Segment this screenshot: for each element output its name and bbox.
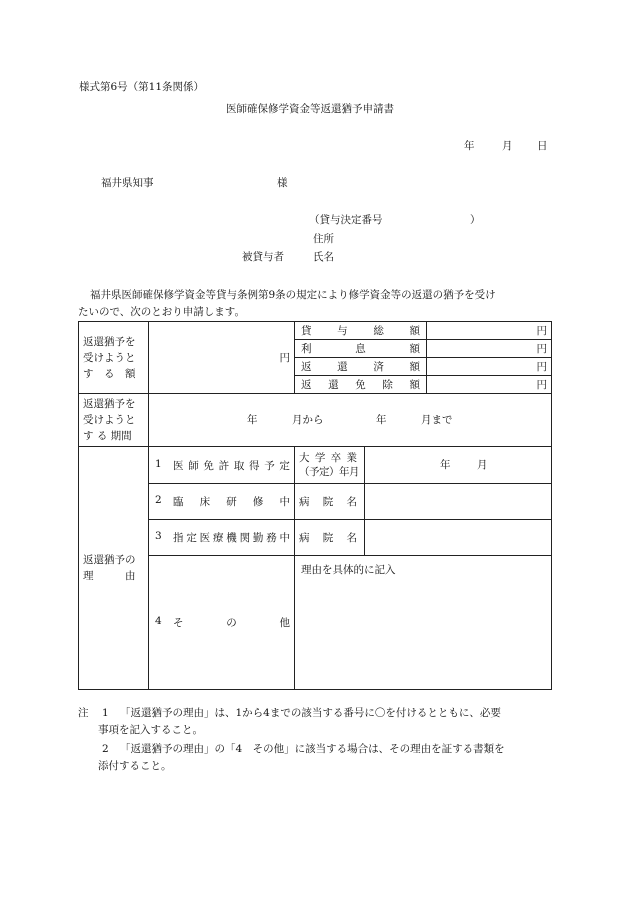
- name-label: 氏名: [313, 251, 334, 263]
- amount-value-cell[interactable]: [149, 322, 295, 394]
- reason-detail-cell[interactable]: [295, 556, 552, 690]
- period-label-cell: [79, 394, 149, 447]
- amount-item-label: 利 息 額: [295, 340, 427, 358]
- hospital-name-input[interactable]: [365, 520, 552, 556]
- period-end-month: 月まで: [421, 414, 453, 426]
- reason-number: 2: [155, 494, 162, 506]
- period-label-line: 返還猶予を: [83, 398, 136, 410]
- reason-detail-hint: 理由を具体的に記入: [301, 564, 396, 576]
- amount-label-line: す る 額: [83, 367, 136, 380]
- addressee-honorific: 様: [277, 177, 288, 189]
- reason-row-1: [79, 447, 552, 484]
- reason-1-cell[interactable]: 1 医 師 免 許 取 得 予 定: [149, 447, 295, 484]
- reason-number: 3: [155, 530, 162, 542]
- note-1-line-1: 「返還猶予の理由」は、1から4までの該当する番号に〇を付けるとともに、必要: [120, 707, 501, 719]
- char: 与: [337, 325, 348, 337]
- yen-unit: 円: [536, 379, 547, 391]
- char: 貸: [301, 325, 312, 337]
- reason-label-line: 返還猶予の: [83, 554, 136, 566]
- amount-label-line: 受けようと: [83, 351, 136, 364]
- amount-item-label: [295, 322, 427, 340]
- amount-item-label: 返 還 免 除 額: [295, 376, 427, 394]
- period-end-year: 年: [376, 414, 387, 426]
- reason-number: 1: [155, 457, 162, 470]
- amount-item-value[interactable]: [427, 358, 552, 376]
- period-start-month: 月から: [292, 414, 324, 426]
- graduation-month: 月: [477, 459, 488, 471]
- intro-line-2: たいので、次のとおり申請します。: [78, 306, 245, 318]
- amount-yen-unit: 円: [279, 352, 290, 364]
- amount-item-value[interactable]: [427, 322, 552, 340]
- amount-label-line: 返還猶予を: [83, 335, 136, 348]
- graduation-label-line-2: （予定）年月: [299, 466, 359, 478]
- period-start-year: 年: [247, 414, 258, 426]
- reason-3-cell[interactable]: 3 指 定 医 療 機 関 勤 務 中: [149, 520, 295, 556]
- yen-unit: 円: [536, 361, 547, 373]
- note-number-2: 2: [102, 743, 109, 755]
- amount-item-label: 返 還 済 額: [295, 358, 427, 376]
- address-label: 住所: [313, 233, 334, 245]
- loan-number-label: （貸与決定番号: [309, 214, 383, 226]
- reason-2-cell[interactable]: 2 臨 床 研 修 中: [149, 484, 295, 520]
- yen-unit: 円: [536, 343, 547, 355]
- date-day-label: 日: [537, 140, 548, 152]
- graduation-year: 年: [440, 459, 451, 471]
- period-label-line: 受けようと: [83, 414, 136, 426]
- note-number-1: 1: [102, 707, 109, 719]
- reason-4-cell[interactable]: 4 そ の 他: [149, 556, 295, 690]
- hospital-label-cell: 病 院 名: [295, 484, 365, 520]
- char: 額: [409, 325, 420, 337]
- amount-row: [79, 322, 552, 340]
- reason-row-3: [79, 520, 552, 556]
- form-number: 様式第6号（第11条関係）: [79, 81, 205, 93]
- reason-label-cell: [79, 447, 149, 690]
- amount-label-cell: [79, 322, 149, 394]
- loan-number-close: ）: [470, 214, 481, 226]
- note-1-line-2: 事項を記入すること。: [98, 724, 203, 736]
- amount-item-value[interactable]: [427, 340, 552, 358]
- application-table: [78, 321, 552, 690]
- note-2-line-1: 「返還猶予の理由」の「4 その他」に該当する場合は、その理由を証する書類を: [120, 743, 505, 755]
- reason-row-2: [79, 484, 552, 520]
- date-year-label: 年: [464, 140, 475, 152]
- char: 総: [373, 325, 384, 337]
- reason-row-4: [79, 556, 552, 690]
- hospital-label-cell: 病 院 名: [295, 520, 365, 556]
- note-prefix: 注: [78, 707, 89, 719]
- graduation-label-cell: 大 学 卒 業 （予定）年月: [295, 447, 365, 484]
- graduation-date-cell[interactable]: [365, 447, 552, 484]
- borrower-label: 被貸与者: [242, 251, 284, 263]
- date-month-label: 月: [502, 140, 513, 152]
- period-row: [79, 394, 552, 447]
- form-title: 医師確保修学資金等返還猶予申請書: [226, 103, 394, 115]
- hospital-name-input[interactable]: [365, 484, 552, 520]
- yen-unit: 円: [536, 325, 547, 337]
- note-2-line-2: 添付すること。: [98, 760, 172, 772]
- period-value-cell[interactable]: [149, 394, 552, 447]
- amount-item-value[interactable]: [427, 376, 552, 394]
- addressee-name: 福井県知事: [101, 177, 154, 189]
- reason-number: 4: [155, 615, 162, 627]
- intro-line-1: 福井県医師確保修学資金等貸与条例第9条の規定により修学資金等の返還の猶予を受け: [90, 289, 496, 301]
- period-label-line: す る 期間: [83, 430, 132, 442]
- reason-label-line: 理 由: [83, 570, 136, 582]
